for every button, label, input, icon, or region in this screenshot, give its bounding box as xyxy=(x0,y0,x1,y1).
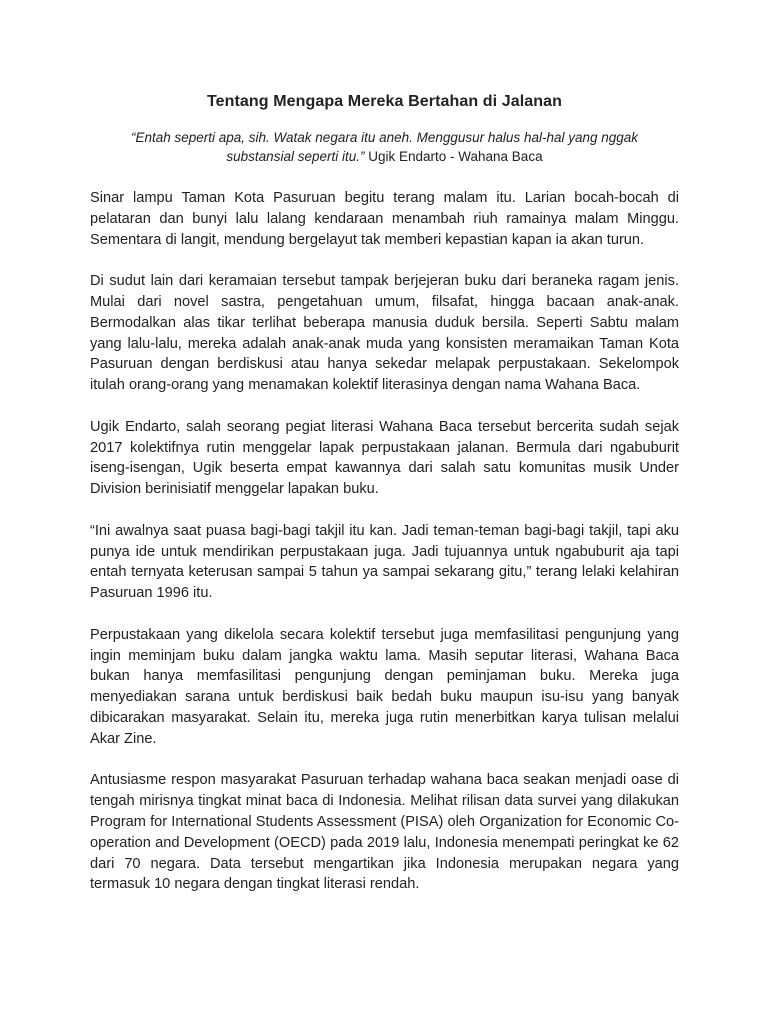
document-title: Tentang Mengapa Mereka Bertahan di Jalanan xyxy=(206,93,563,110)
epigraph-quote: “Entah seperti apa, sih. Watak negara itu aneh. Menggusur halus hal-hal yang nggak substansial seperti itu.” xyxy=(130,130,639,164)
epigraph xyxy=(90,128,679,166)
paragraph-2: Di sudut lain dari keramaian tersebut tampak berjejeran buku dari beraneka ragam jenis. Mulai dari novel sastra, pengetahuan umum, filsafat, hingga bacaan anak-anak. Bermodalkan alas tikar terlihat beberapa manusia duduk bersila. Seperti Sabtu malam yang lalu-lalu, mereka adalah anak-anak muda yang konsisten meramaikan Taman Kota Pasuruan dengan berdiskusi atau hanya sekedar melapak perpustakaan. Sekelompok itulah orang-orang yang menamakan kolektif literasinya dengan nama Wahana Baca. xyxy=(90,273,679,394)
paragraph-3: Ugik Endarto, salah seorang pegiat literasi Wahana Baca tersebut bercerita sudah sejak 2017 kolektifnya rutin menggelar lapak perpustakaan jalanan. Bermula dari ngabuburit iseng-isengan, Ugik beserta empat kawannya dari salah satu komunitas musik Under Division berinisiatif menggelar lapakan buku. xyxy=(90,418,679,498)
paragraph-4: “Ini awalnya saat puasa bagi-bagi takjil itu kan. Jadi teman-teman bagi-bagi takjil, tapi aku punya ide untuk mendirikan perpustakaan juga. Jadi tujuannya untuk ngabuburit aja tapi entah ternyata keterusan sampai 5 tahun ya sampai sekarang gitu,” terang lelaki kelahiran Pasuruan 1996 itu. xyxy=(90,522,679,602)
paragraph-5: Perpustakaan yang dikelola secara kolektif tersebut juga memfasilitasi pengunjung yang ingin meminjam buku dalam jangka waktu lama. Masih seputar literasi, Wahana Baca bukan hanya memfasilitasi pengunjung dengan peminjaman buku. Mereka juga menyediakan sarana untuk berdiskusi baik bedah buku maupun isu-isu yang banyak dibicarakan masyarakat. Selain itu, mereka juga rutin menerbitkan karya tulisan melalui Akar Zine. xyxy=(90,626,679,747)
paragraph-6: Antusiasme respon masyarakat Pasuruan terhadap wahana baca seakan menjadi oase di tengah mirisnya tingkat minat baca di Indonesia. Melihat rilisan data survei yang dilakukan Program for International Students Assessment (PISA) oleh Organization for Economic Co-operation and Development (OECD) pada 2019 lalu, Indonesia menempati peringkat ke 62 dari 70 negara. Data tersebut mengartikan jika Indonesia merupakan negara yang termasuk 10 negara dengan tingkat literasi rendah. xyxy=(90,772,679,893)
epigraph-attribution: Ugik Endarto - Wahana Baca xyxy=(364,149,543,164)
paragraph-1: Sinar lampu Taman Kota Pasuruan begitu terang malam itu. Larian bocah-bocah di pelataran dan bunyi lalu lalang kendaraan menambah riuh ramainya malam Minggu. Sementara di langit, mendung bergelayut tak memberi kepastian kapan ia akan turun. xyxy=(90,190,679,248)
